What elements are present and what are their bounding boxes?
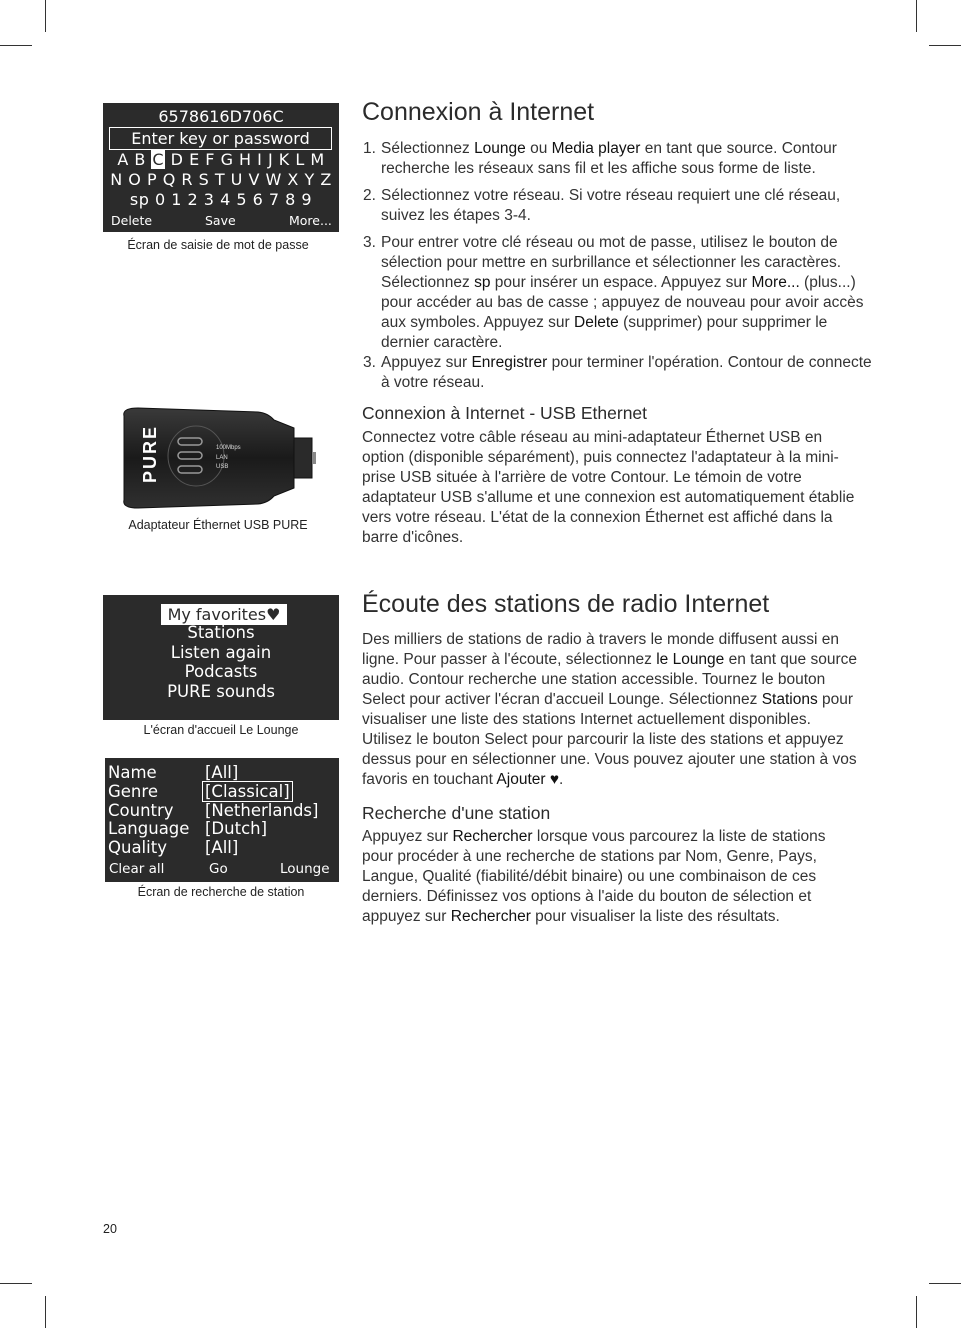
body-text: Des milliers de stations de radio à travers le monde diffusent aussi en ligne. Pour passer à l'écoute, sélectionnez [362,631,840,668]
search-field-label: Country [108,801,174,820]
step-item [363,186,875,226]
lounge-menu-item: Stations [187,623,255,642]
crop-mark [929,45,961,46]
step-text: pour terminer l'opération. Contour de connecte à votre réseau. [381,354,872,391]
crop-mark [916,0,917,32]
highlighted-key: C [152,150,165,169]
keyboard-row-3: sp 0 1 2 3 4 5 6 7 8 9 [129,190,313,209]
step-text: ou [525,140,552,157]
network-name: 6578616D706C [158,107,284,126]
lounge-caption: L'écran d'accueil Le Lounge [143,723,299,737]
search-field-value: [All] [205,838,239,857]
lounge-menu-item: Listen again [170,643,272,662]
more-softkey: More... [289,213,332,228]
step-bold: More... [751,274,800,291]
internet-radio-body [362,630,857,790]
body-text: pour visualiser la liste des résultats. [530,908,780,925]
adapter-brand: PURE [140,424,160,483]
led-label-usb: USB [216,464,229,470]
step-text: Pour entrer votre clé réseau ou mot de passe, utilisez le bouton de sélection pour mettre en surbrillance et sélectionner les caractères. Sélectionnez [381,234,842,291]
station-search-screen [105,758,339,882]
step-number: 3. [363,354,376,371]
step-item [363,233,875,353]
search-field-label: Name [108,763,157,782]
delete-softkey: Delete [111,213,153,228]
crop-mark [916,1296,917,1328]
body-bold: Ajouter ♥ [496,771,560,788]
search-caption: Écran de recherche de station [137,885,305,899]
body-bold: Stations [761,691,818,708]
body-text: lorsque vous parcourez la liste de stations pour procéder à une recherche de stations par Nom, Genre, Pays, Langue, Qualité (fiabilité/débit binaire) ou une combinaison de ces derniers. Définissez vos options à l'aide du bouton de sélection et appuyez sur [362,828,826,925]
step-text: pour insérer un espace. Appuyez sur [490,274,752,291]
lounge-menu-item: Podcasts [184,662,258,681]
step-number: 1. [363,140,376,157]
lounge-home-screen [103,595,339,720]
password-entry-field: Enter key or password [109,127,332,150]
step-item [363,353,875,393]
step-bold: Lounge [474,140,526,157]
search-field-value: [All] [205,763,239,782]
led-label-lan: LAN [216,455,228,461]
lounge-menu-item: PURE sounds [167,682,275,701]
body-bold: Rechercher [452,828,533,845]
crop-mark [0,45,32,46]
search-field-label: Language [108,819,190,838]
step-number: 2. [363,187,376,204]
lounge-selected-item: My favorites♥ [161,604,287,625]
body-bold: le Lounge [656,651,725,668]
password-screen-caption: Écran de saisie de mot de passe [127,238,309,252]
crop-mark [0,1283,32,1284]
step-number: 3. [363,234,376,251]
search-field-value-selected: [Classical] [205,782,290,801]
lounge-softkey: Lounge [280,861,330,877]
step-text: en tant que source. Contour recherche les réseaux sans fil et les affiche sous forme de liste. [381,140,837,177]
led-label-speed: 100Mbps [216,445,241,451]
step-text: Appuyez sur [381,354,472,371]
adapter-caption: Adaptateur Éthernet USB PURE [128,518,308,532]
save-softkey: Save [205,213,236,228]
station-search-heading: Recherche d'une station [362,803,551,823]
step-text: Sélectionnez [381,140,475,157]
body-text: . [559,771,564,788]
password-entry-screen [103,103,339,232]
usb-ethernet-heading: Connexion à Internet - USB Ethernet [362,403,648,423]
crop-mark [45,1296,46,1328]
body-text: en tant que source audio. Contour recherche une station accessible. Tournez le bouton Select pour activer l'écran d'accueil Lounge. Sélectionnez [362,651,858,708]
clear-all-softkey: Clear all [109,861,165,877]
key-text: A B [117,150,152,169]
usb-ethernet-body: Connectez votre câble réseau au mini-adaptateur Éthernet USB en option (disponible séparément), puis connectez l'adaptateur à la mini-prise USB située à l'arrière de votre Contour. Le témoin de votre adaptateur USB s'allume et une connexion est automatiquement établie vers votre réseau. L'état de la connexion Éthernet est affiché dans la barre d'icônes. [362,429,855,546]
crop-mark [45,0,46,32]
body-text: Appuyez sur [362,828,453,845]
step-bold: sp [474,274,491,291]
crop-mark [929,1283,961,1284]
body-text: pour visualiser une liste des stations Internet actuellement disponibles. Utilisez le bouton Select pour parcourir la liste des stations et appuyez dessus pour en sélectionner une. Vous pouvez ajouter une station à vos favoris en touchant [362,691,857,788]
search-field-value: [Netherlands] [205,801,319,820]
step-bold: Media player [551,140,641,157]
search-field-value: [Dutch] [205,819,268,838]
body-bold: Rechercher [450,908,531,925]
step-bold: Delete [574,314,619,331]
go-softkey: Go [209,861,228,877]
internet-steps-list [363,139,875,393]
step-bold: Enregistrer [471,354,548,371]
search-field-label: Genre [108,782,158,801]
key-text: D E F G H I J K L M [165,150,325,169]
usb-ethernet-adapter [118,406,320,510]
station-search-body [362,827,857,927]
step-item [363,139,875,179]
page-number: 20 [103,1222,117,1236]
search-field-label: Quality [108,838,167,857]
step-text: Sélectionnez votre réseau. Si votre réseau requiert une clé réseau, suivez les étapes 3-4. [381,187,841,224]
step-text: (supprimer) pour supprimer le dernier caractère. [381,314,828,351]
internet-connection-heading: Connexion à Internet [362,98,595,126]
keyboard-row-2: N O P Q R S T U V W X Y Z [110,170,332,189]
step-text: (plus...) pour accéder au bas de casse ; appuyez de nouveau pour avoir accès aux symboles. Appuyez sur [381,274,864,331]
keyboard-row-1 [103,150,339,169]
internet-radio-heading: Écoute des stations de radio Internet [362,590,770,618]
